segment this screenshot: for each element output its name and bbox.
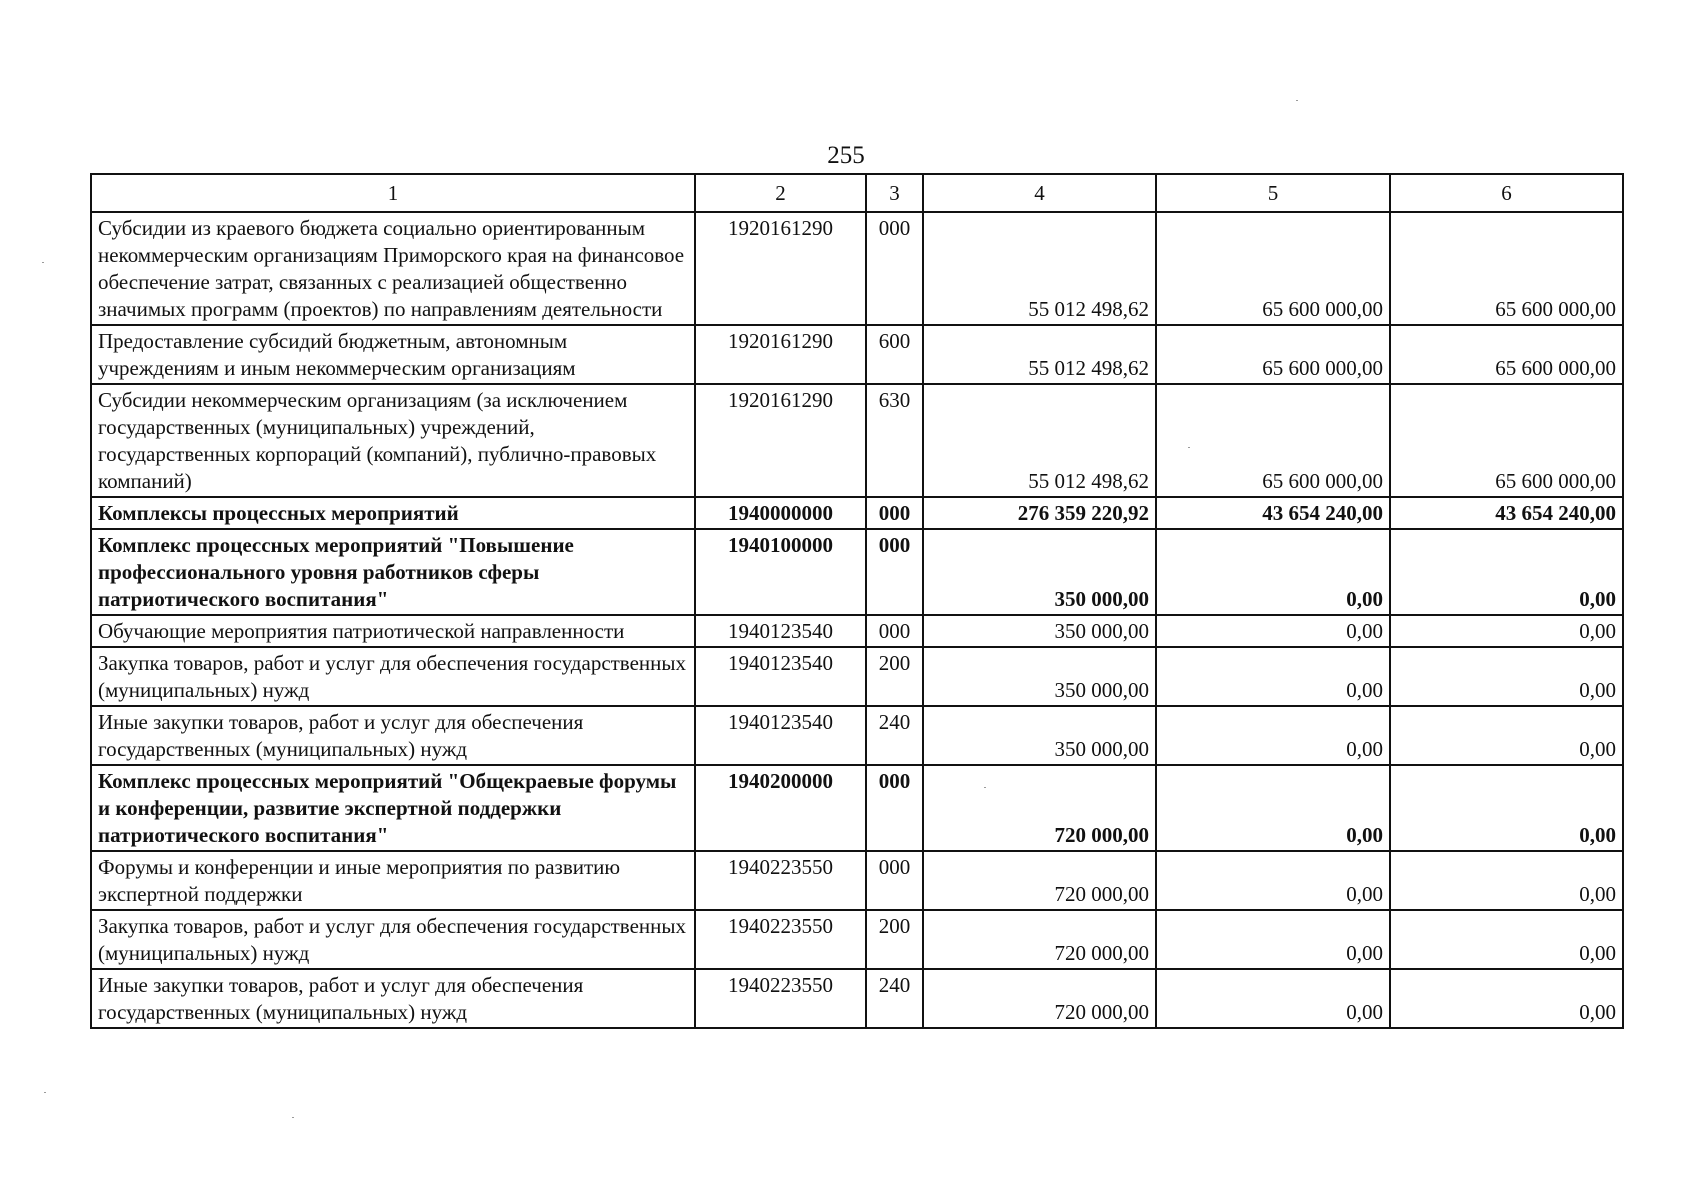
- row-code: 1920161290: [695, 325, 866, 384]
- row-value-col5: 0,00: [1156, 706, 1390, 765]
- table-row: [91, 969, 1623, 1028]
- row-value-col6: 0,00: [1390, 969, 1623, 1028]
- row-value-col6: 65 600 000,00: [1390, 384, 1623, 497]
- row-value-col4: 350 000,00: [923, 529, 1156, 615]
- scan-speck: [44, 1092, 46, 1093]
- column-header-2: 2: [695, 174, 866, 212]
- column-header-3: 3: [866, 174, 923, 212]
- row-kind: 000: [866, 212, 923, 325]
- table-row: [91, 497, 1623, 529]
- row-value-col4: 350 000,00: [923, 647, 1156, 706]
- row-value-col5: 0,00: [1156, 910, 1390, 969]
- row-name: Комплексы процессных мероприятий: [91, 497, 695, 529]
- row-kind: 600: [866, 325, 923, 384]
- row-value-col5: 0,00: [1156, 969, 1390, 1028]
- table-row: [91, 212, 1623, 325]
- row-value-col6: 43 654 240,00: [1390, 497, 1623, 529]
- row-value-col4: 720 000,00: [923, 910, 1156, 969]
- budget-table: [90, 173, 1624, 1029]
- row-value-col5: 0,00: [1156, 851, 1390, 910]
- scan-speck: [984, 787, 986, 788]
- row-kind: 000: [866, 615, 923, 647]
- page-number: 255: [827, 142, 865, 169]
- table-row: [91, 325, 1623, 384]
- table-body: [91, 212, 1623, 1028]
- row-name: Комплекс процессных мероприятий "Повышение профессионального уровня работников сферы патриотического воспитания": [91, 529, 695, 615]
- row-value-col5: 65 600 000,00: [1156, 212, 1390, 325]
- row-kind: 240: [866, 706, 923, 765]
- table-row: [91, 384, 1623, 497]
- row-value-col6: 0,00: [1390, 647, 1623, 706]
- row-code: 1940223550: [695, 969, 866, 1028]
- column-header-4: 4: [923, 174, 1156, 212]
- row-value-col6: 0,00: [1390, 615, 1623, 647]
- row-code: 1940100000: [695, 529, 866, 615]
- row-name: Закупка товаров, работ и услуг для обеспечения государственных (муниципальных) нужд: [91, 910, 695, 969]
- row-value-col4: 55 012 498,62: [923, 212, 1156, 325]
- row-value-col5: 65 600 000,00: [1156, 384, 1390, 497]
- row-kind: 000: [866, 529, 923, 615]
- row-code: 1940123540: [695, 706, 866, 765]
- row-code: 1940123540: [695, 615, 866, 647]
- row-value-col5: 43 654 240,00: [1156, 497, 1390, 529]
- scan-speck: [42, 262, 44, 263]
- row-value-col6: 65 600 000,00: [1390, 325, 1623, 384]
- table-row: [91, 615, 1623, 647]
- column-header-6: 6: [1390, 174, 1623, 212]
- row-value-col4: 55 012 498,62: [923, 325, 1156, 384]
- row-name: Закупка товаров, работ и услуг для обеспечения государственных (муниципальных) нужд: [91, 647, 695, 706]
- table-row: [91, 851, 1623, 910]
- column-header-1: 1: [91, 174, 695, 212]
- row-value-col5: 0,00: [1156, 615, 1390, 647]
- row-value-col4: 720 000,00: [923, 765, 1156, 851]
- row-kind: 630: [866, 384, 923, 497]
- table-row: [91, 910, 1623, 969]
- row-name: Субсидии из краевого бюджета социально ориентированным некоммерческим организациям Приморского края на финансовое обеспечение затрат, связанных с реализацией общественно значимых программ (проектов) по направлениям деятельности: [91, 212, 695, 325]
- row-kind: 200: [866, 647, 923, 706]
- row-name: Комплекс процессных мероприятий "Общекраевые форумы и конференции, развитие экспертной поддержки патриотического воспитания": [91, 765, 695, 851]
- scan-speck: [1188, 447, 1190, 448]
- row-value-col4: 276 359 220,92: [923, 497, 1156, 529]
- row-value-col6: 0,00: [1390, 851, 1623, 910]
- row-value-col6: 0,00: [1390, 765, 1623, 851]
- row-value-col4: 720 000,00: [923, 969, 1156, 1028]
- scan-speck: [1296, 100, 1298, 101]
- table-row: [91, 765, 1623, 851]
- row-value-col5: 0,00: [1156, 529, 1390, 615]
- row-name: Иные закупки товаров, работ и услуг для обеспечения государственных (муниципальных) нужд: [91, 706, 695, 765]
- row-code: 1940223550: [695, 910, 866, 969]
- table-header: [91, 174, 1623, 212]
- row-kind: 240: [866, 969, 923, 1028]
- row-kind: 000: [866, 765, 923, 851]
- row-name: Форумы и конференции и иные мероприятия по развитию экспертной поддержки: [91, 851, 695, 910]
- row-code: 1920161290: [695, 212, 866, 325]
- row-name: Иные закупки товаров, работ и услуг для обеспечения государственных (муниципальных) нужд: [91, 969, 695, 1028]
- row-value-col6: 65 600 000,00: [1390, 212, 1623, 325]
- row-value-col5: 0,00: [1156, 765, 1390, 851]
- row-code: 1940223550: [695, 851, 866, 910]
- row-kind: 000: [866, 851, 923, 910]
- table-row: [91, 706, 1623, 765]
- row-value-col4: 55 012 498,62: [923, 384, 1156, 497]
- scan-speck: [292, 1117, 294, 1118]
- row-value-col6: 0,00: [1390, 910, 1623, 969]
- row-value-col5: 0,00: [1156, 647, 1390, 706]
- row-name: Субсидии некоммерческим организациям (за исключением государственных (муниципальных) учреждений, государственных корпораций (компаний), публично-правовых компаний): [91, 384, 695, 497]
- column-header-5: 5: [1156, 174, 1390, 212]
- row-code: 1920161290: [695, 384, 866, 497]
- table-row: [91, 647, 1623, 706]
- row-name: Предоставление субсидий бюджетным, автономным учреждениям и иным некоммерческим организациям: [91, 325, 695, 384]
- row-name: Обучающие мероприятия патриотической направленности: [91, 615, 695, 647]
- row-kind: 000: [866, 497, 923, 529]
- row-value-col4: 350 000,00: [923, 615, 1156, 647]
- row-value-col6: 0,00: [1390, 529, 1623, 615]
- row-code: 1940123540: [695, 647, 866, 706]
- row-value-col4: 350 000,00: [923, 706, 1156, 765]
- header-row: [91, 174, 1623, 212]
- row-value-col6: 0,00: [1390, 706, 1623, 765]
- row-code: 1940000000: [695, 497, 866, 529]
- row-code: 1940200000: [695, 765, 866, 851]
- table-row: [91, 529, 1623, 615]
- row-value-col4: 720 000,00: [923, 851, 1156, 910]
- row-kind: 200: [866, 910, 923, 969]
- row-value-col5: 65 600 000,00: [1156, 325, 1390, 384]
